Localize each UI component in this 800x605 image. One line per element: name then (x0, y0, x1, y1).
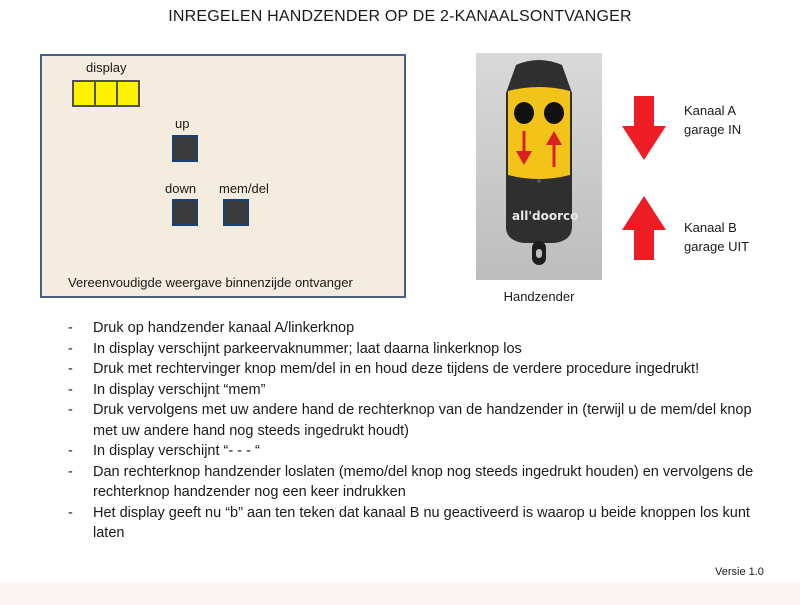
page-title: INREGELEN HANDZENDER OP DE 2-KANAALSONTVANGER (168, 8, 632, 25)
panel-caption: Vereenvoudigde weergave binnenzijde ontvanger (68, 275, 353, 290)
footer-band (0, 582, 800, 605)
instruction-text: Druk op handzender kanaal A/linkerknop (93, 320, 355, 336)
remote-control-image (476, 53, 602, 280)
instruction-text: Druk met rechtervinger knop mem/del in en houd deze tijdens de verdere procedure ingedrukt! (93, 361, 700, 377)
list-item (60, 318, 760, 339)
photo-caption: Handzender (503, 289, 575, 304)
instruction-text: In display verschijnt parkeervaknummer; laat daarna linkerknop los (93, 340, 522, 357)
instruction-list (60, 318, 760, 544)
bullet-dash: - (68, 402, 73, 418)
bullet-dash: - (68, 504, 73, 521)
channel-a-text (684, 101, 741, 139)
list-item (60, 441, 760, 462)
list-item (60, 339, 760, 360)
instruction-text: In display verschijnt “- - - “ (93, 443, 260, 459)
display-digit (116, 80, 140, 107)
up-arrow-icon (622, 196, 666, 260)
list-item (60, 503, 760, 544)
channel-b-name: Kanaal B (684, 220, 737, 235)
instruction-text: Dan rechterknop handzender loslaten (memo/del knop nog steeds ingedrukt houden) en vervolgens de rechterknop handzender nog een keer indrukken (93, 463, 754, 500)
memdel-label: mem/del (219, 181, 269, 196)
up-button[interactable] (172, 135, 198, 162)
list-item (60, 359, 760, 380)
channel-a-name: Kanaal A (684, 103, 737, 118)
channel-a-desc: garage IN (684, 122, 742, 137)
display-digit (72, 80, 96, 107)
bullet-dash: - (68, 340, 73, 357)
display-label: display (86, 60, 127, 75)
transmitter-photo (476, 53, 602, 280)
list-item (60, 400, 760, 441)
down-arrow-icon (622, 96, 666, 160)
up-label: up (175, 116, 190, 131)
instruction-text: In display verschijnt “mem” (93, 381, 266, 398)
bullet-dash: - (68, 381, 73, 398)
bullet-dash: - (68, 320, 73, 336)
channel-b-desc: garage UIT (684, 239, 750, 254)
display (72, 80, 140, 107)
display-digit (94, 80, 118, 107)
bullet-dash: - (68, 443, 73, 459)
instruction-text: Het display geeft nu “b” aan ten teken dat kanaal B nu geactiveerd is waarop u beide knoppen los kunt laten (93, 504, 750, 541)
memdel-button[interactable] (223, 199, 249, 226)
down-label: down (165, 181, 197, 196)
bullet-dash: - (68, 463, 73, 480)
channel-b-text (684, 218, 749, 256)
down-button[interactable] (172, 199, 198, 226)
list-item (60, 380, 760, 401)
bullet-dash: - (68, 361, 73, 377)
remote-brand: all'doorco (512, 209, 579, 223)
version-label: Versie 1.0 (715, 566, 764, 578)
instruction-text: Druk vervolgens met uw andere hand de rechterknop van de handzender in (terwijl u de mem/del knop met uw andere hand nog steeds ingedrukt houdt) (93, 402, 752, 439)
list-item (60, 462, 760, 503)
